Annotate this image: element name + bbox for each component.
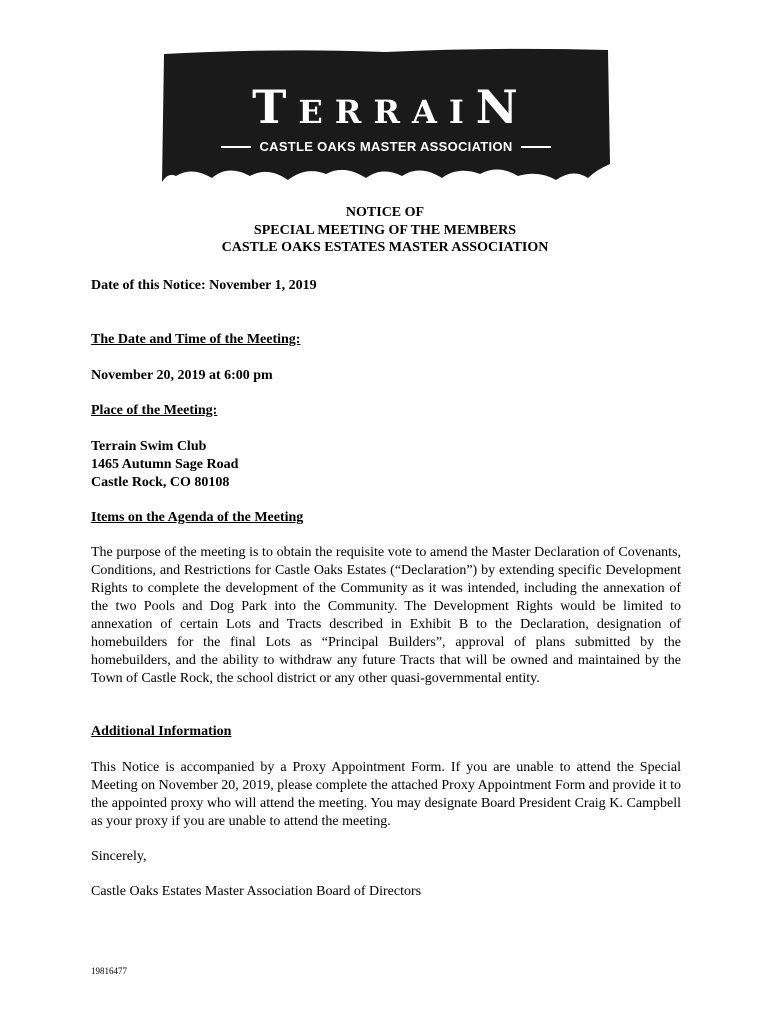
- logo-dash-right: [521, 146, 551, 148]
- datetime-value: November 20, 2019 at 6:00 pm: [91, 368, 273, 383]
- title-line-3: CASTLE OAKS ESTATES MASTER ASSOCIATION: [221, 240, 549, 255]
- date-of-notice: Date of this Notice: November 1, 2019: [91, 278, 317, 293]
- title-line-2: SPECIAL MEETING OF THE MEMBERS: [253, 222, 517, 238]
- notice-title: [0, 204, 770, 257]
- terrain-logo: [158, 46, 614, 188]
- title-line-1: NOTICE OF: [345, 205, 425, 220]
- place-line-3: Castle Rock, CO 80108: [91, 475, 230, 490]
- signature: Castle Oaks Estates Master Association Board of Directors: [91, 884, 422, 899]
- place-address: [91, 438, 681, 492]
- agenda-heading: Items on the Agenda of the Meeting: [91, 510, 304, 525]
- logo-dash-left: [221, 146, 251, 148]
- logo-subtitle-text: CASTLE OAKS MASTER ASSOCIATION: [259, 139, 513, 154]
- logo-wordmark: TERRAIN: [252, 80, 530, 134]
- logo-text: [158, 80, 614, 154]
- datetime-heading: The Date and Time of the Meeting:: [91, 332, 301, 347]
- additional-heading: Additional Information: [91, 724, 232, 739]
- place-heading: Place of the Meeting:: [91, 403, 218, 418]
- document-id: 19816477: [91, 966, 127, 976]
- place-line-1: Terrain Swim Club: [91, 439, 207, 454]
- place-line-2: 1465 Autumn Sage Road: [91, 457, 239, 472]
- additional-body: This Notice is accompanied by a Proxy Appointment Form. If you are unable to attend the Special Meeting on November 20, 2019, please complete the attached Proxy Appointment Form and provide it to the appointed proxy who will attend the meeting. You may designate Board President Craig K. Campbell as your proxy if you are unable to attend the meeting.: [91, 760, 681, 829]
- salutation: Sincerely,: [91, 849, 147, 864]
- logo-subtitle: [158, 139, 614, 154]
- agenda-body: The purpose of the meeting is to obtain the requisite vote to amend the Master Declaration of Covenants, Conditions, and Restrictions for Castle Oaks Estates (“Declaration”) by extending specific Development Rights to complete the development of the Community as it was intended, including the annexation of the two Pools and Dog Park into the Community. The Development Rights would be limited to annexation of certain Lots and Tracts described in Exhibit B to the Declaration, designation of homebuilders for the final Lots as “Principal Builders”, approval of plans submitted by the homebuilders, and the ability to withdraw any future Tracts that will be owned and maintained by the Town of Castle Rock, the school district or any other quasi-governmental entity.: [91, 545, 681, 686]
